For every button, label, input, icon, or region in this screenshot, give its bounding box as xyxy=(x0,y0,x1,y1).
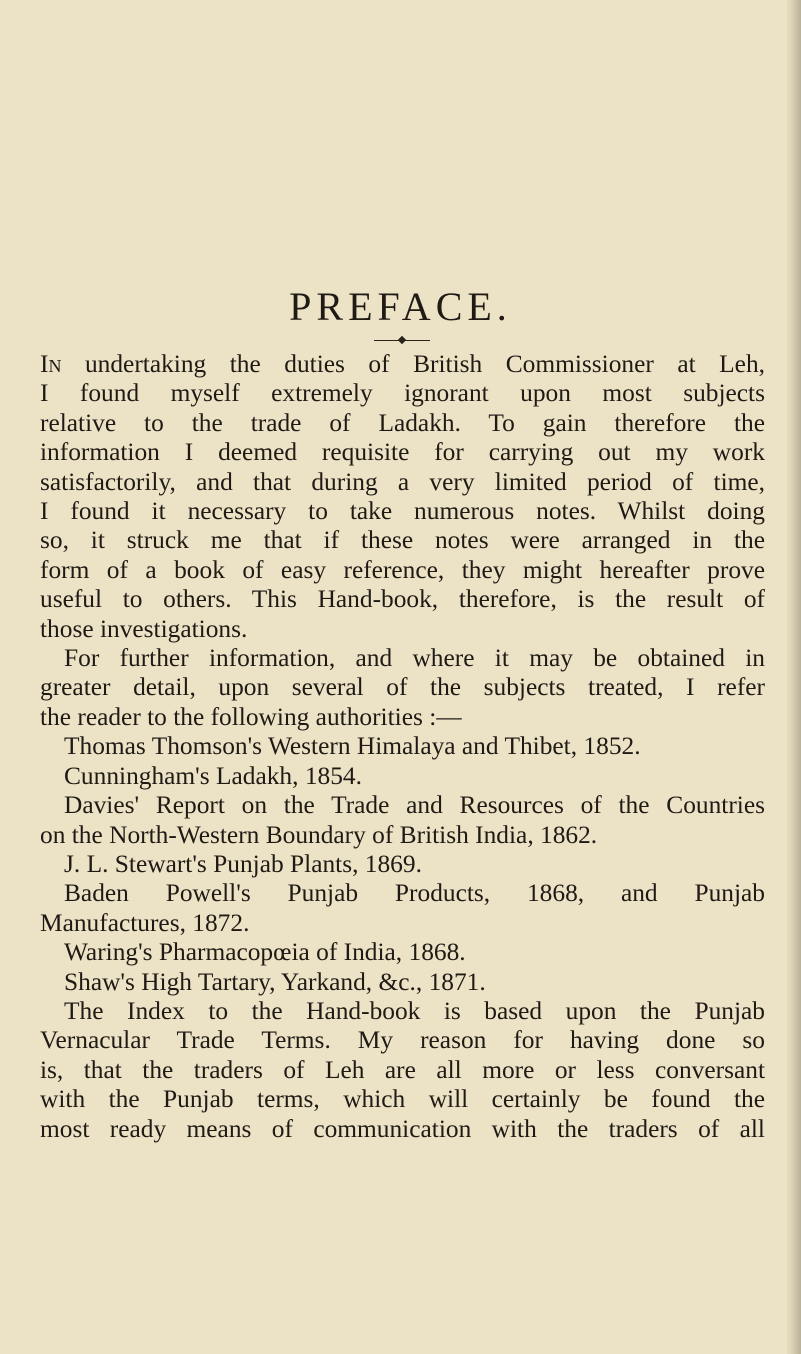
text-line: greater detail, upon several of the subjects treated, I refer xyxy=(40,673,765,702)
text-line: The Index to the Hand-book is based upon the Punjab xyxy=(64,996,765,1025)
authority-entry: J. L. Stewart's Punjab Plants, 1869. xyxy=(64,849,422,878)
text-line: is, that the traders of Leh are all more or less conversant xyxy=(40,1055,765,1084)
authority-entry: Shaw's High Tartary, Yarkand, &c., 1871. xyxy=(64,967,486,996)
text-line: useful to others. This Hand-book, therefore, is the result of xyxy=(40,585,765,614)
text-line: In undertaking the duties of British Commissioner at Leh, xyxy=(40,350,765,378)
title-rule-ornament xyxy=(374,336,430,346)
text-line: I found myself extremely ignorant upon most subjects xyxy=(40,379,765,408)
text-line: information I deemed requisite for carrying out my work xyxy=(40,438,765,467)
text-line: those investigations. xyxy=(40,614,248,643)
text-line: I found it necessary to take numerous notes. Whilst doing xyxy=(40,497,765,526)
text-line: form of a book of easy reference, they might hereafter prove xyxy=(40,555,765,584)
page-edge-shadow xyxy=(787,0,801,1354)
authority-entry: Baden Powell's Punjab Products, 1868, and Punjab xyxy=(64,879,765,908)
authority-entry: Waring's Pharmacopœia of India, 1868. xyxy=(64,938,466,967)
page-title: PREFACE. xyxy=(289,284,512,329)
text-line: satisfactorily, and that during a very limited period of time, xyxy=(40,467,765,496)
preface-text xyxy=(40,350,765,1144)
authority-entry-cont: on the North-Western Boundary of British India, 1862. xyxy=(40,820,598,849)
text-line: relative to the trade of Ladakh. To gain therefore the xyxy=(40,408,765,437)
text-line: Vernacular Trade Terms. My reason for having done so xyxy=(40,1026,765,1055)
text-line: with the Punjab terms, which will certainly be found the xyxy=(40,1085,765,1114)
authority-entry: Cunningham's Ladakh, 1854. xyxy=(64,761,362,790)
text-line: the reader to the following authorities :— xyxy=(40,702,462,731)
authority-entry-cont: Manufactures, 1872. xyxy=(40,908,250,937)
text-line: so, it struck me that if these notes were arranged in the xyxy=(40,526,765,555)
authority-entry: Thomas Thomson's Western Himalaya and Thibet, 1852. xyxy=(64,732,641,761)
authority-entry: Davies' Report on the Trade and Resources of the Countries xyxy=(64,791,765,820)
text-line: For further information, and where it may be obtained in xyxy=(64,644,765,673)
text-line: most ready means of communication with the traders of all xyxy=(40,1114,765,1143)
